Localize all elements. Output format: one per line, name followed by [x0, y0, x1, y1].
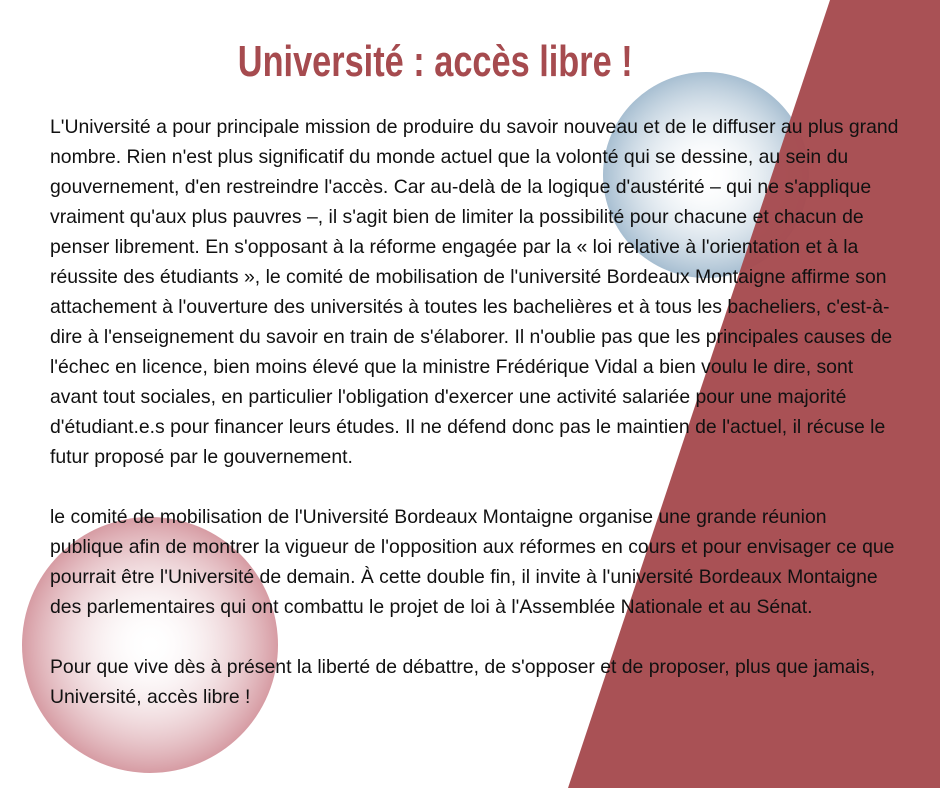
page-title: Université : accès libre !	[237, 37, 633, 86]
article-body	[50, 112, 900, 712]
paragraph-2: le comité de mobilisation de l'Université Bordeaux Montaigne organise une grande réunion publique afin de montrer la vigueur de l'opposition aux réformes en cours et pour envisager ce que pourrait être l'Université de demain. À cette double fin, il invite à l'université Bordeaux Montaigne des parlementaires qui ont combattu le projet de loi à l'Assemblée Nationale et au Sénat.	[50, 506, 895, 618]
paragraph-3: Pour que vive dès à présent la liberté de débattre, de s'opposer et de proposer, plus que jamais, Université, accès libre !	[50, 656, 876, 708]
paragraph-1: L'Université a pour principale mission de produire du savoir nouveau et de le diffuser au plus grand nombre. Rien n'est plus significatif du monde actuel que la volonté qui se dessine, au sein du gouvernement, d'en restreindre l'accès. Car au-delà de la logique d'austérité – qui ne s'applique vraiment qu'aux plus pauvres –, il s'agit bien de limiter la possibilité pour chacune et chacun de penser librement. En s'opposant à la réforme engagée par la « loi relative à l'orientation et à la réussite des étudiants », le comité de mobilisation de l'université Bordeaux Montaigne affirme son attachement à l'ouverture des universités à toutes les bachelières et à tous les bacheliers, c'est-à-dire à l'enseignement du savoir en train de s'élaborer. Il n'oublie pas que les principales causes de l'échec en licence, bien moins élevé que la ministre Frédérique Vidal a bien voulu le dire, sont avant tout sociales, en particulier l'obligation d'exercer une activité salariée pour une majorité d'étudiant.e.s pour financer leurs études. Il ne défend donc pas le maintien de l'actuel, il récuse le futur proposé par le gouvernement.	[50, 116, 899, 468]
